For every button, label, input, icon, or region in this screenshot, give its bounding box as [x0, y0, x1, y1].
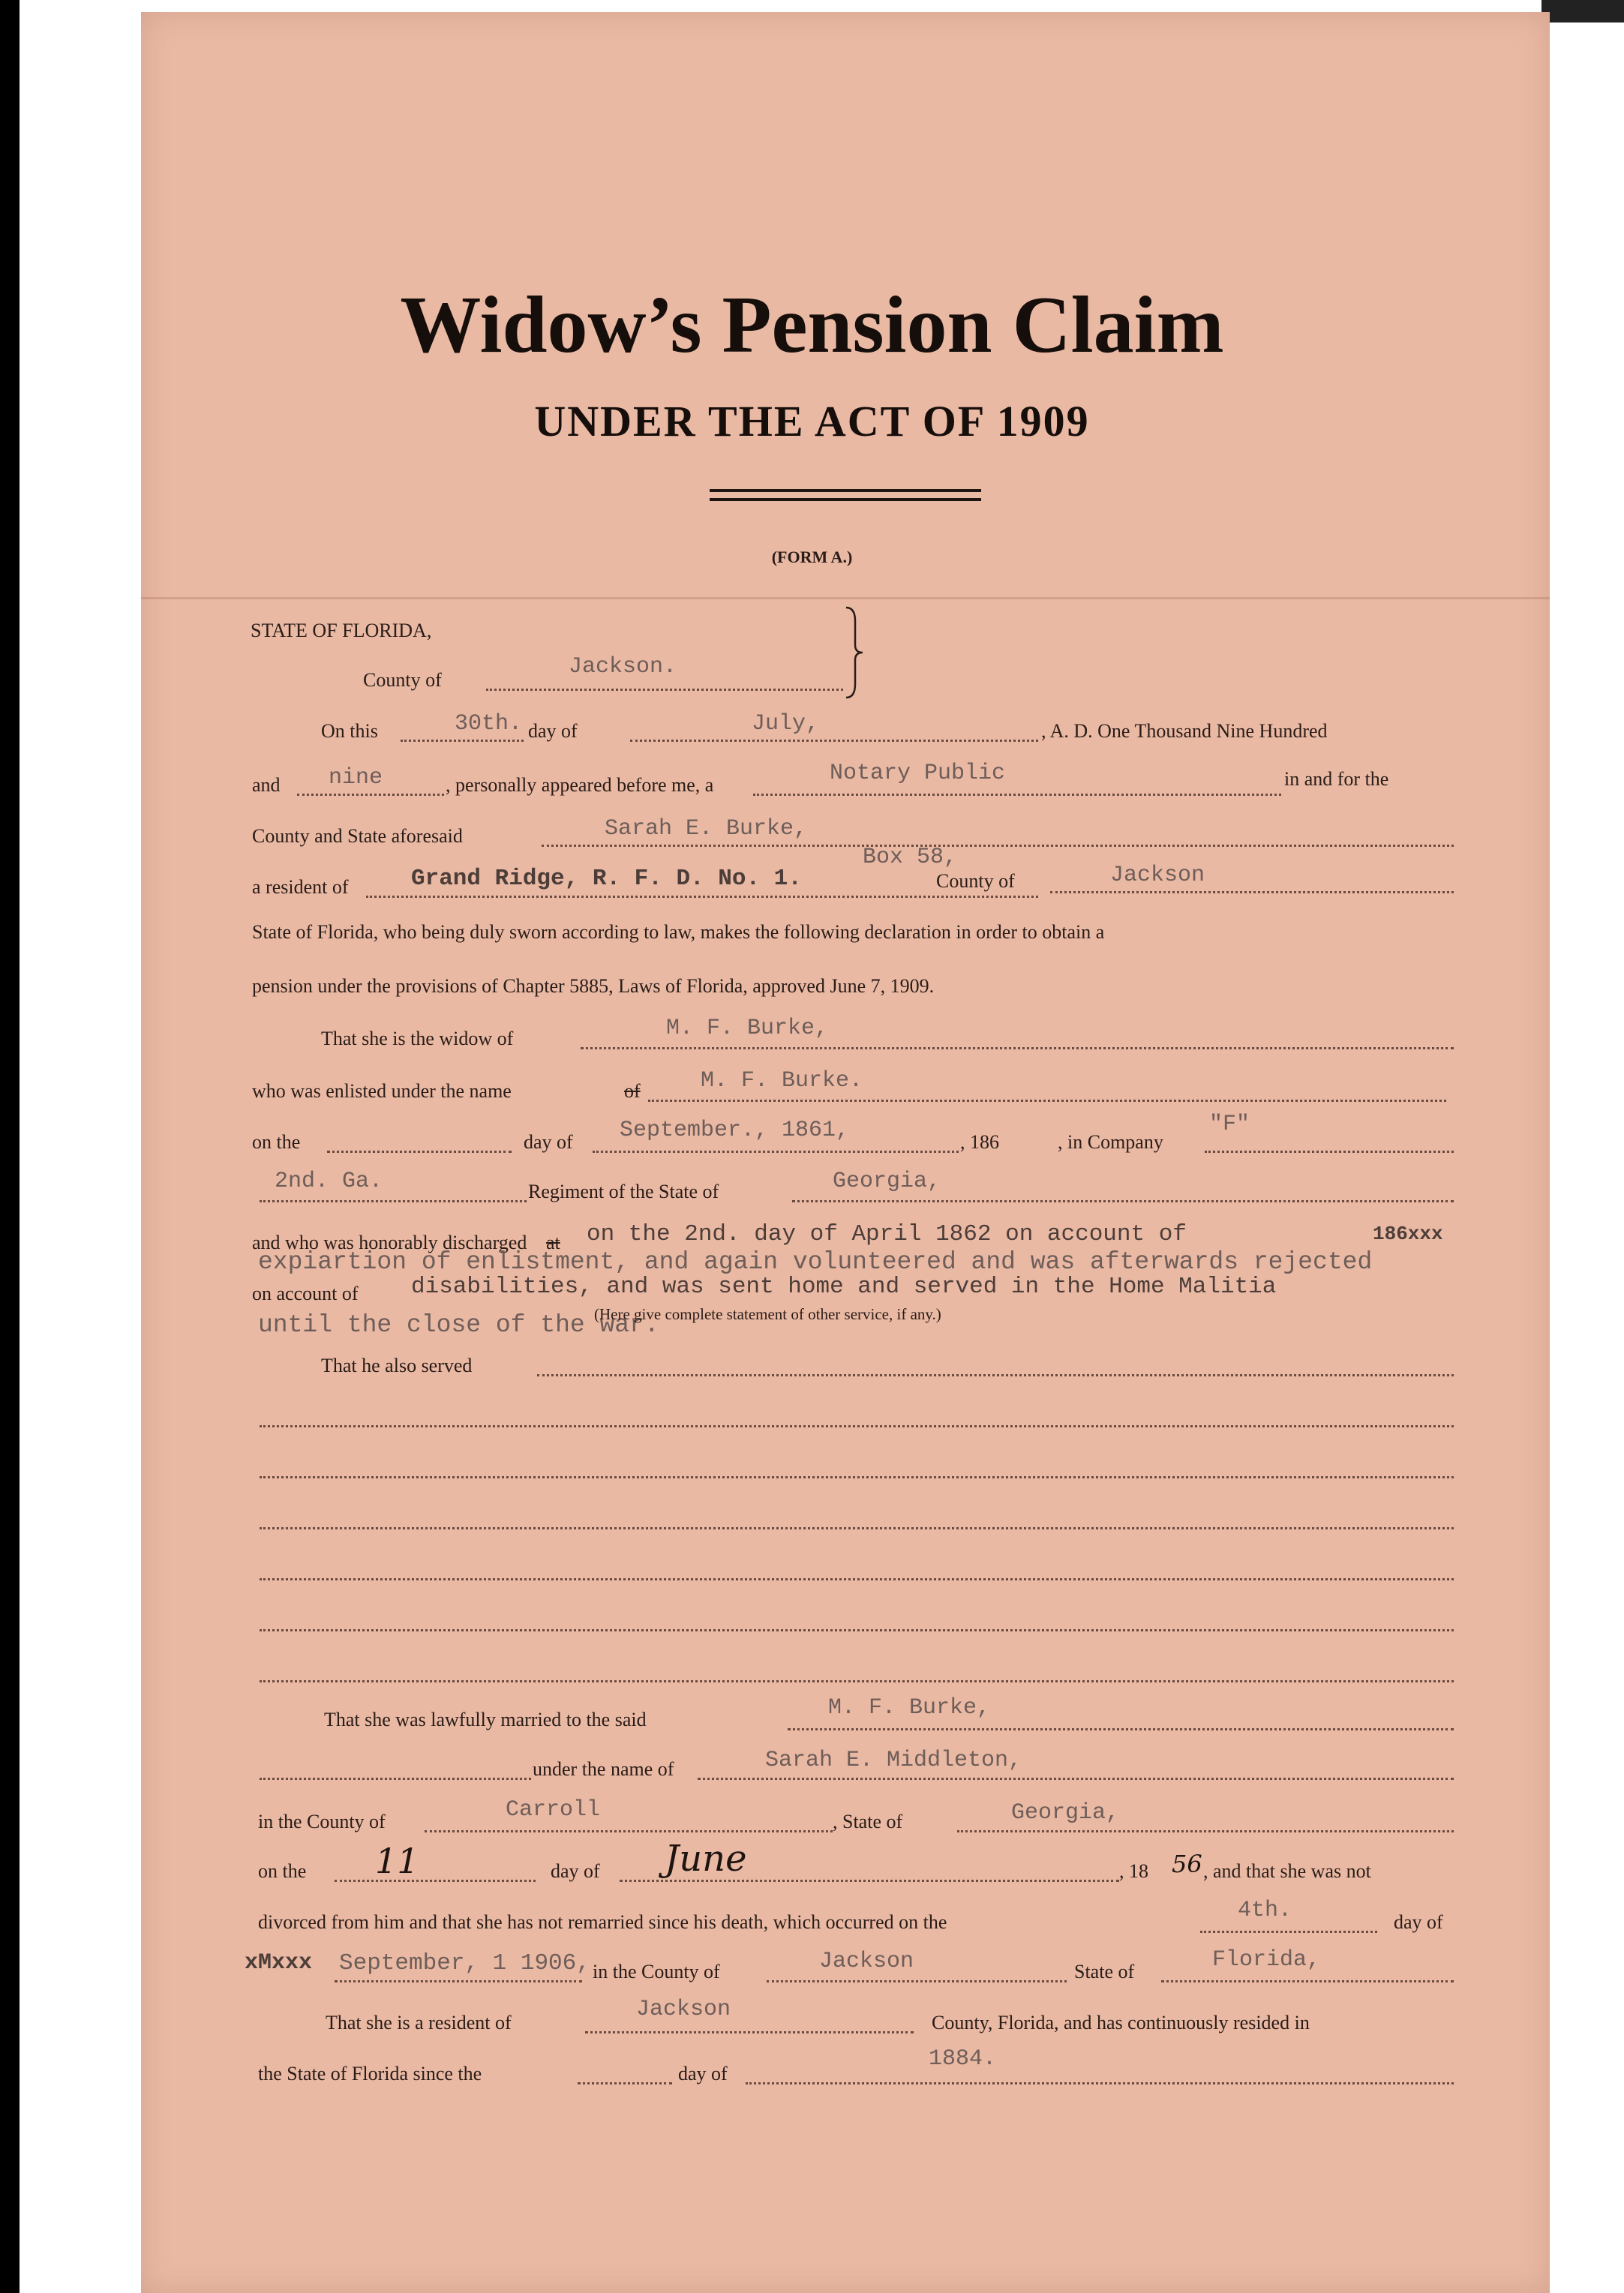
year-dots — [297, 794, 444, 796]
not-divorced-label: , and that she was not — [1203, 1860, 1371, 1882]
marriage-day-of-label: day of — [551, 1860, 600, 1882]
death-struck-value: xMxxx — [245, 1950, 313, 1976]
day-dots — [401, 740, 524, 742]
regiment-value: 2nd. Ga. — [275, 1169, 383, 1194]
service-line-1 — [260, 1425, 1454, 1427]
marriage-state-dots — [957, 1830, 1454, 1832]
regiment-state-dots — [792, 1200, 1454, 1202]
residence-dots — [366, 896, 1038, 898]
death-state-dots — [1161, 1980, 1454, 1982]
and-label: and — [252, 774, 281, 796]
company-label: , in Company — [1058, 1131, 1163, 1153]
marriage-on-label: on the — [258, 1860, 307, 1882]
marriage-day-value: 11 — [375, 1841, 419, 1881]
death-county-value: Jackson — [819, 1949, 914, 1974]
county-state-label: County and State aforesaid — [252, 825, 463, 847]
state-label: STATE OF FLORIDA, — [251, 620, 432, 641]
enlist-date-dots — [593, 1151, 959, 1153]
death-day-value: 4th. — [1238, 1898, 1292, 1923]
title-rule-bottom — [710, 498, 981, 501]
claimant-value: Sarah E. Burke, — [605, 816, 808, 842]
day-value: 30th. — [455, 711, 523, 737]
enlist-day-of-label: day of — [524, 1131, 573, 1153]
marriage-day-dots — [335, 1880, 536, 1882]
marriage-county-value: Carroll — [506, 1797, 601, 1823]
on-the-label: on the — [252, 1131, 301, 1153]
regiment-state-value: Georgia, — [833, 1169, 941, 1194]
since-day-dots — [578, 2082, 672, 2084]
maiden-value: Sarah E. Middleton, — [765, 1748, 1022, 1773]
death-county-label: in the County of — [593, 1961, 720, 1982]
instruction-text: (Here give complete statement of other service, if any.) — [594, 1305, 941, 1323]
county-value: Jackson. — [569, 654, 677, 680]
divorced-text: divorced from him and that she has not remarried since his death, which occurred on the — [258, 1911, 947, 1933]
expiration-value: expiartion of enlistment, and again volunteered and was afterwards rejected — [258, 1248, 1373, 1276]
residence-county-value: Jackson — [636, 1997, 731, 2022]
discharged-label: and who was honorably discharged — [252, 1232, 527, 1253]
struck-at: at — [546, 1232, 560, 1253]
husband-value: M. F. Burke, — [666, 1016, 829, 1041]
death-date-value: September, 1 1906, — [339, 1950, 590, 1976]
marriage-month-dots — [620, 1880, 1119, 1882]
form-subtitle: UNDER THE ACT OF 1909 — [534, 397, 1090, 446]
resident-of-line-label: That she is a resident of — [326, 2012, 512, 2033]
on-account-label: on account of — [252, 1283, 359, 1304]
marriage-year-value: 56 — [1172, 1850, 1202, 1878]
res-county-dots — [1050, 891, 1454, 893]
marriage-month-value: June — [665, 1838, 747, 1880]
service-line-5 — [260, 1629, 1454, 1631]
enlisted-label: who was enlisted under the name — [252, 1080, 512, 1102]
death-state-label: State of — [1074, 1961, 1135, 1982]
sworn-text: State of Florida, who being duly sworn according to law, makes the following declaration in order to obtain a — [252, 921, 1105, 943]
month-value: July, — [752, 711, 820, 737]
year-18-label: , 18 — [1119, 1860, 1148, 1882]
also-served-label: That he also served — [321, 1355, 473, 1376]
also-served-dots — [537, 1374, 1454, 1376]
form-title: Widow’s Pension Claim — [400, 281, 1224, 370]
discharge-detail-value: on the 2nd. day of April 1862 on account of — [587, 1221, 1187, 1247]
maiden-dots — [698, 1778, 1454, 1780]
death-date-dots — [335, 1980, 582, 1982]
brace-icon — [843, 606, 866, 699]
under-name-label: under the name of — [533, 1758, 674, 1780]
residence-value: Grand Ridge, R. F. D. No. 1. — [411, 866, 802, 892]
officer-dots — [753, 794, 1281, 796]
under-name-dots — [260, 1778, 531, 1780]
year-word-value: nine — [329, 765, 383, 791]
discharge-end-value: 186xxx — [1373, 1223, 1443, 1245]
month-dots — [630, 740, 1038, 742]
death-county-dots — [767, 1980, 1067, 1982]
enlist-day-dots — [327, 1151, 512, 1153]
service-line-3 — [260, 1527, 1454, 1529]
state-of-label: , State of — [833, 1811, 903, 1832]
death-day-of-label: day of — [1394, 1911, 1443, 1933]
res-county-value: Jackson — [1110, 863, 1205, 888]
in-for-label: in and for the — [1284, 768, 1389, 790]
form-label: (FORM A.) — [771, 548, 853, 566]
enlist-date-value: September., 1861, — [620, 1118, 850, 1143]
marriage-state-value: Georgia, — [1011, 1800, 1120, 1826]
continuous-text: County, Florida, and has continuously resided in — [932, 2012, 1310, 2033]
county-label: County of — [363, 669, 442, 691]
since-label: the State of Florida since the — [258, 2063, 482, 2084]
officer-value: Notary Public — [830, 761, 1006, 786]
until-value: until the close of the war. — [258, 1311, 659, 1339]
claimant-dots — [542, 845, 1454, 847]
married-label: That she was lawfully married to the said — [324, 1709, 647, 1730]
regiment-dots — [260, 1200, 527, 1202]
county-dots — [486, 689, 843, 691]
box-value: Box 58, — [863, 845, 958, 870]
service-line-2 — [260, 1476, 1454, 1478]
enlist-name-dots — [648, 1100, 1446, 1102]
since-day-of-label: day of — [678, 2063, 728, 2084]
scan-corner — [1541, 0, 1624, 23]
since-year-dots — [746, 2082, 1454, 2084]
company-dots — [1205, 1151, 1454, 1153]
ad-label: , A. D. One Thousand Nine Hundred — [1041, 720, 1328, 742]
disability-value: disabilities, and was sent home and served in the Home Malitia — [411, 1274, 1277, 1300]
on-this-label: On this — [321, 720, 378, 742]
year-186-label: , 186 — [960, 1131, 999, 1153]
struck-of: of — [624, 1080, 641, 1102]
resident-of-label: a resident of — [252, 876, 349, 898]
marriage-county-dots — [425, 1830, 833, 1832]
residence-county-dots — [585, 2031, 914, 2033]
widow-of-label: That she is the widow of — [321, 1028, 514, 1049]
day-of-label: day of — [528, 720, 578, 742]
paper-fold — [141, 597, 1550, 599]
in-county-label: in the County of — [258, 1811, 386, 1832]
since-year-value: 1884. — [929, 2046, 997, 2072]
spouse-dots — [788, 1728, 1454, 1730]
spouse-value: M. F. Burke, — [828, 1695, 991, 1721]
enlist-name-value: M. F. Burke. — [701, 1068, 863, 1094]
death-day-dots — [1200, 1931, 1377, 1933]
death-state-value: Florida, — [1212, 1947, 1321, 1973]
appeared-label: , personally appeared before me, a — [446, 774, 714, 796]
company-value: "F" — [1209, 1112, 1250, 1137]
service-line-4 — [260, 1578, 1454, 1580]
title-rule-top — [710, 489, 981, 492]
regiment-label: Regiment of the State of — [528, 1181, 719, 1202]
county-of-label: County of — [936, 870, 1015, 892]
husband-dots — [581, 1047, 1454, 1049]
service-line-6 — [260, 1680, 1454, 1682]
chapter-text: pension under the provisions of Chapter 5885, Laws of Florida, approved June 7, 1909. — [252, 975, 935, 997]
